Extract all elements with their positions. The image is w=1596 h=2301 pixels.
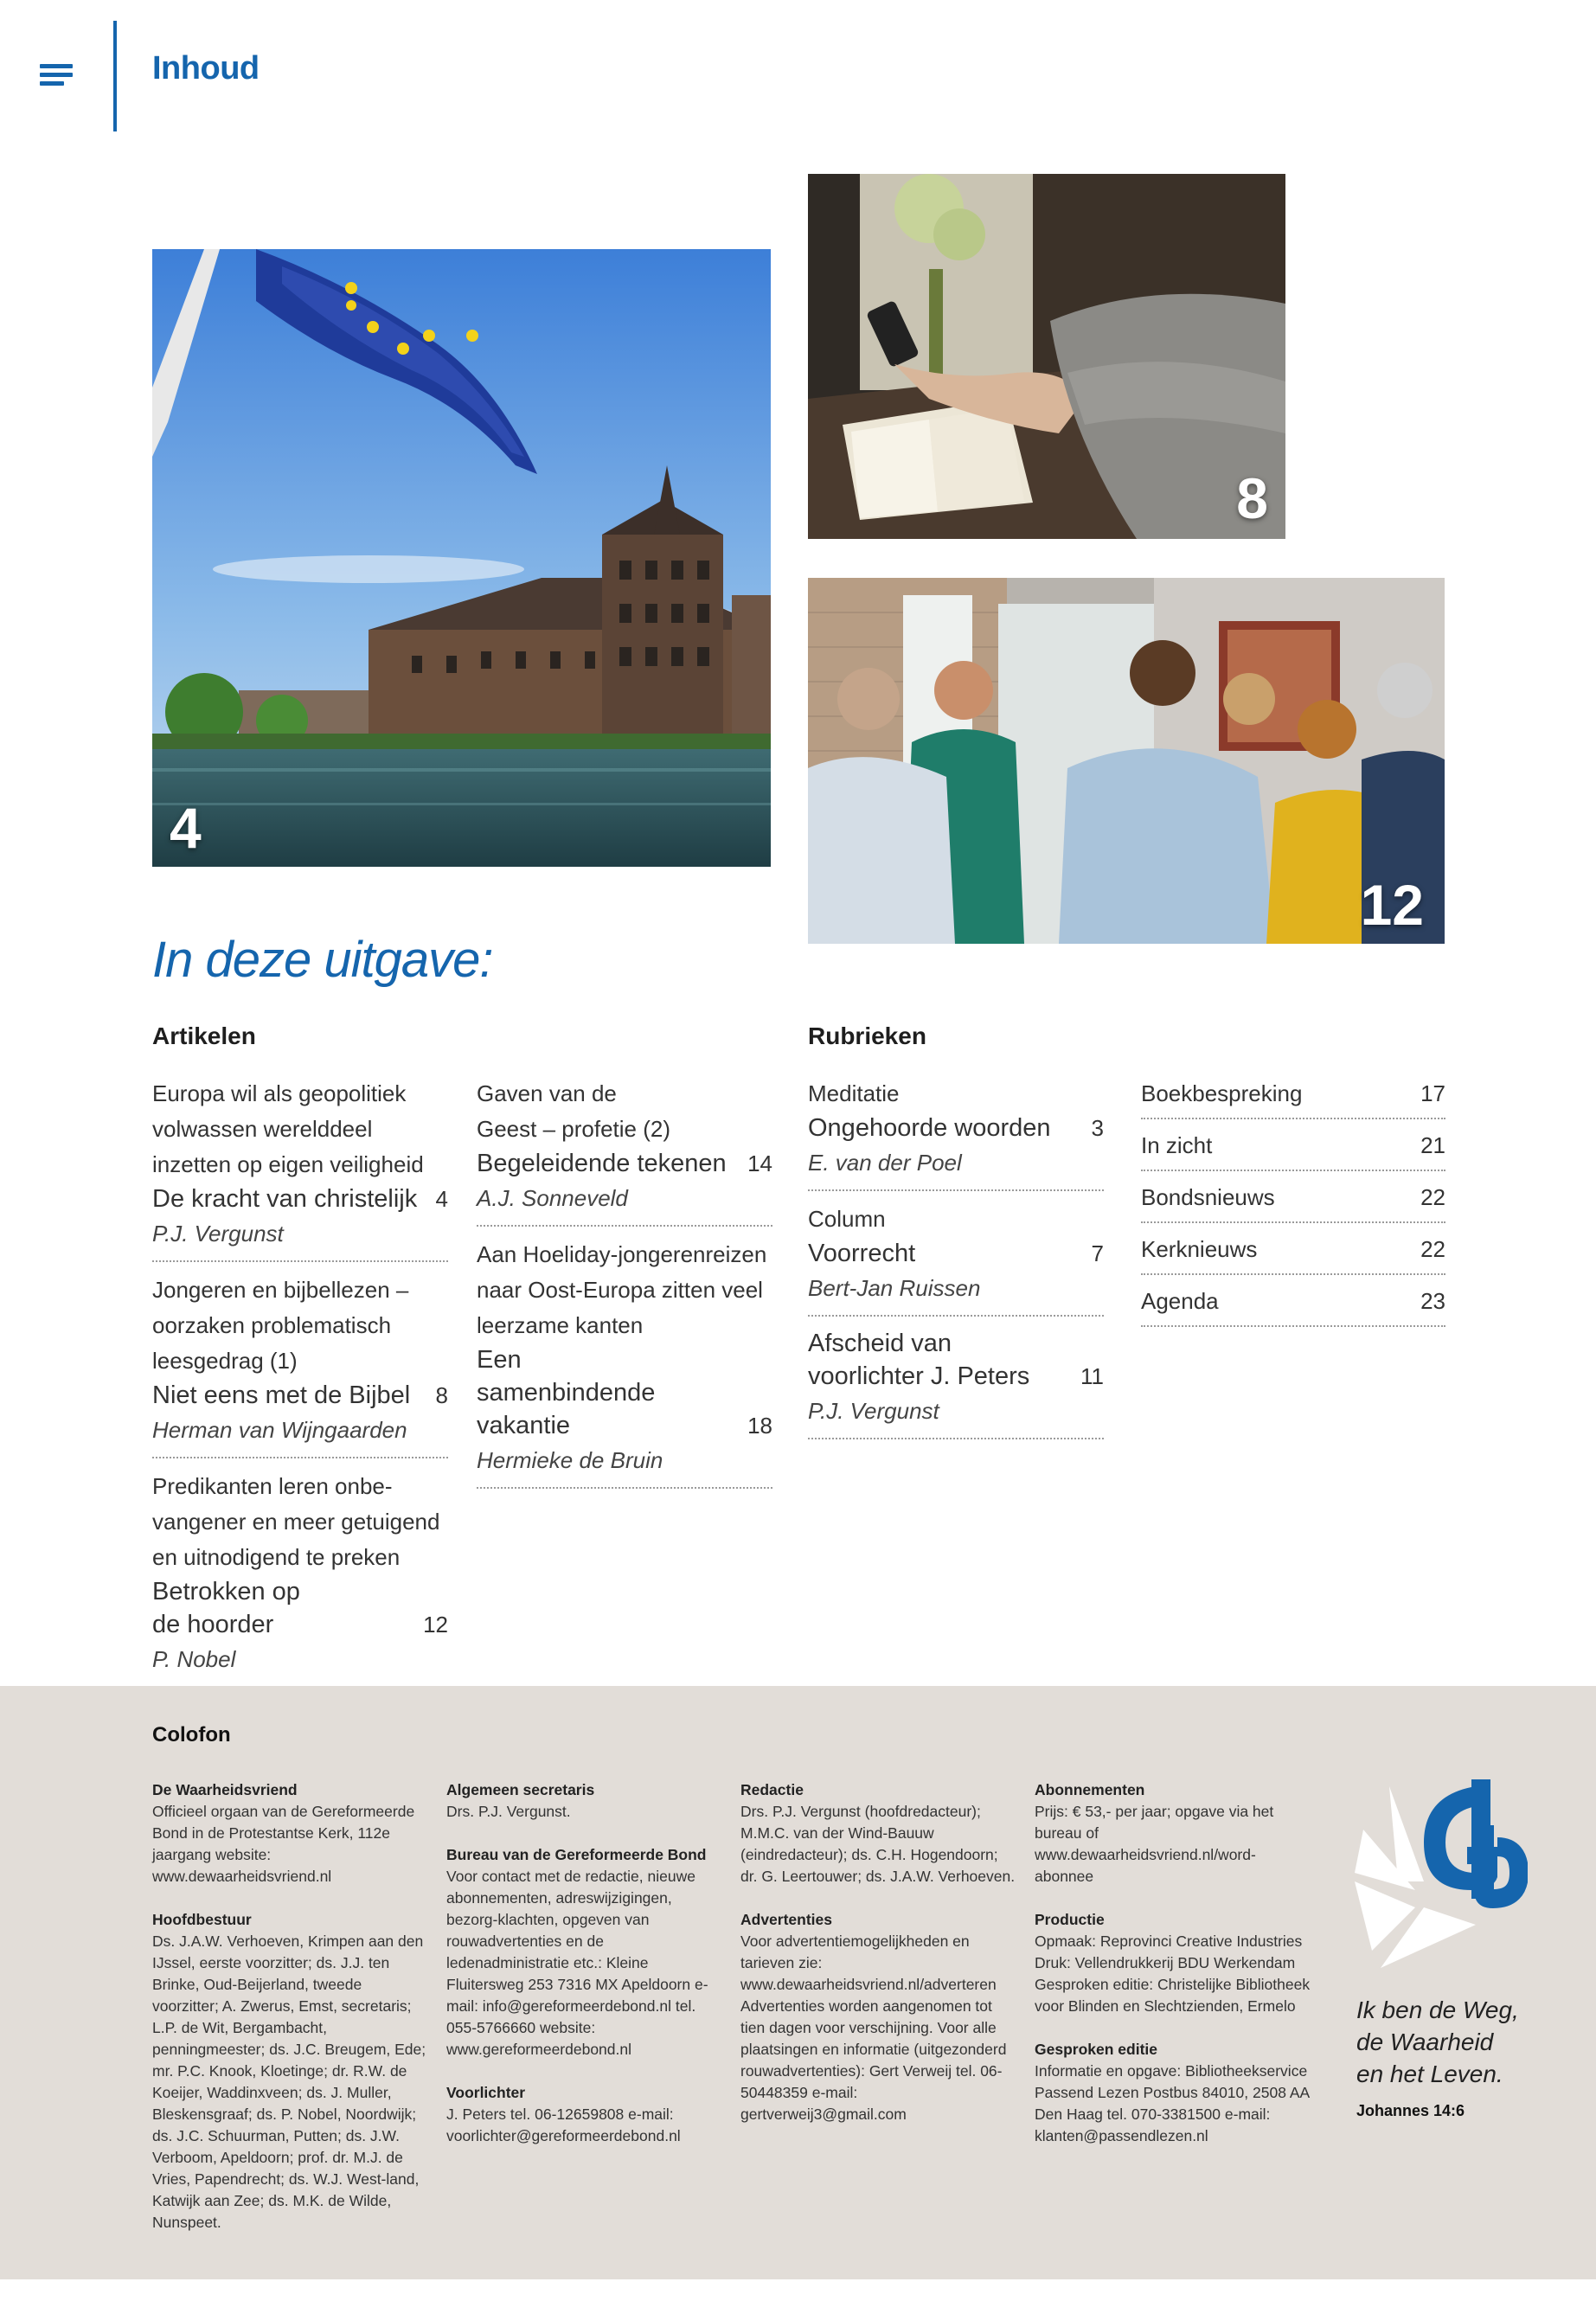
colofon-text: Voor advertentiemogelijkheden en tarieven zie: www.dewaarheidsvriend.nl/adverteren Advertenties worden aangenomen tot tien dagen voor verschijning. Voor alle plaatsingen en informatie (uitgezonderd rouwadvertenties): Gert Verweij tel. 06-50448359 e-mail: gertverweij3@gmail.com xyxy=(740,1932,1007,2123)
photo-bible-phone[interactable] xyxy=(808,174,1285,539)
entry-page: 7 xyxy=(1091,1240,1104,1266)
articles-column-2 xyxy=(477,1076,772,1499)
colofon-heading: Redactie xyxy=(740,1781,804,1798)
rubric-page: 23 xyxy=(1420,1288,1445,1314)
colofon-heading: Gesproken editie xyxy=(1035,2041,1157,2058)
entry-kicker: Jongeren en bijbellezen – oorzaken problematisch leesgedrag (1) xyxy=(152,1277,409,1374)
rubric-list-item[interactable] xyxy=(1141,1069,1445,1119)
colofon-text: Voor contact met de redactie, nieuwe abonnementen, adreswijzigingen, bezorg-klachten, opgeven van rouwadvertenties en de ledenadministratie etc.: Kleine Fluitersweg 253 7316 MX Apeldoorn e-mail: info@gereformeerdebond.nl tel. 055-5766660 website: www.gereformeerdebond.nl xyxy=(446,1868,708,2058)
entry-title: Begeleidende tekenen xyxy=(477,1150,727,1177)
colofon-column-3 xyxy=(740,1779,1017,2125)
toc-entry[interactable] xyxy=(808,1076,1104,1191)
toc-entry[interactable] xyxy=(152,1076,448,1262)
colofon-text: Opmaak: Reprovinci Creative Industries Druk: Vellendrukkerij BDU Werkendam Gesproken editie: Christelijke Bibliotheek voor Blinden en Slechtzienden, Ermelo xyxy=(1035,1932,1311,2015)
colofon-heading: Productie xyxy=(1035,1911,1105,1928)
motto-reference: Johannes 14:6 xyxy=(1356,2102,1465,2119)
colofon-heading: Advertenties xyxy=(740,1911,833,1928)
rubric-page: 22 xyxy=(1420,1236,1445,1262)
entry-author: Bert-Jan Ruissen xyxy=(808,1275,981,1301)
colofon-text: Ds. J.A.W. Verhoeven, Krimpen aan den IJssel, eerste voorzitter; ds. J.J. ten Brinke, Oud-Beijerland, tweede voorzitter; A. Zwerus, Emst, secretaris; L.P. de Wit, Bergambacht, penningmeester; ds. J.C. Breugem, Ede; mr. P.C. Knook, Kloetinge; dr. R.W. de Koeijer, Waddinxveen; ds. J. Muller, Bleskensgraaf; ds. P. Nobel, Noordwijk; ds. J.C. Schuurman, Putten; ds. J.W. Verboom, Apeldoorn; prof. dr. M.J. de Vries, Papendrecht; ds. W.J. West-land, Katwijk aan Zee; ds. M.K. de Wilde, Nunspeet. xyxy=(152,1932,426,2231)
page-number-12: 12 xyxy=(1360,873,1424,937)
entry-kicker: Aan Hoeliday-jongerenreizen naar Oost-Europa zitten veel leerzame kanten xyxy=(477,1241,767,1338)
entry-title: Ongehoorde woorden xyxy=(808,1114,1051,1142)
entry-title: Afscheid van voorlichter J. Peters xyxy=(808,1330,1030,1390)
entry-title: De kracht van christelijk xyxy=(152,1185,418,1213)
rubrics-column-2 xyxy=(1141,1069,1445,1329)
rubric-list-item[interactable] xyxy=(1141,1121,1445,1171)
colofon-text: J. Peters tel. 06-12659808 e-mail: voorlichter@gereformeerdebond.nl xyxy=(446,2106,681,2144)
rubrics-column-1 xyxy=(808,1076,1104,1450)
articles-column-1 xyxy=(152,1076,448,1698)
toc-entry[interactable] xyxy=(477,1237,772,1489)
rubric-list-item[interactable] xyxy=(1141,1173,1445,1223)
colofon-heading: Bureau van de Gereformeerde Bond xyxy=(446,1846,707,1863)
entry-author: A.J. Sonneveld xyxy=(477,1185,628,1211)
entry-kicker: Meditatie xyxy=(808,1080,900,1106)
photo-meeting-group[interactable] xyxy=(808,578,1445,944)
rubric-label: Agenda xyxy=(1141,1288,1219,1314)
colofon-column-2 xyxy=(446,1779,723,2147)
colofon-text: Drs. P.J. Vergunst (hoofdredacteur); M.M.C. van der Wind-Bauuw (eindredacteur); ds. C.H. Hogendoorn; dr. G. Leertouwer; ds. J.A.W. Verhoeven. xyxy=(740,1803,1016,1885)
rubric-label: Kerknieuws xyxy=(1141,1236,1258,1262)
colofon-heading: Voorlichter xyxy=(446,2084,526,2101)
toc-entry[interactable] xyxy=(152,1469,448,1688)
entry-page: 4 xyxy=(435,1186,448,1212)
toc-entry[interactable] xyxy=(477,1076,772,1227)
entry-author: E. van der Poel xyxy=(808,1150,962,1176)
colofon-title: Colofon xyxy=(152,1723,231,1747)
header-divider xyxy=(113,21,117,131)
entry-title: Betrokken op de hoorder xyxy=(152,1578,300,1638)
colofon-heading: Hoofdbestuur xyxy=(152,1911,252,1928)
gb-logo xyxy=(1355,1778,1528,1968)
entry-title: Voorrecht xyxy=(808,1240,916,1267)
page-title: Inhoud xyxy=(152,50,260,87)
colofon-heading: De Waarheidsvriend xyxy=(152,1781,298,1798)
page-number-4: 4 xyxy=(170,796,202,860)
colofon-column-4 xyxy=(1035,1779,1311,2147)
entry-author: Hermieke de Bruin xyxy=(477,1447,663,1473)
toc-entry[interactable] xyxy=(152,1272,448,1458)
entry-author: P.J. Vergunst xyxy=(808,1398,939,1424)
colofon-heading: Algemeen secretaris xyxy=(446,1781,595,1798)
page-number-8: 8 xyxy=(1236,466,1268,530)
colofon-text: Informatie en opgave: Bibliotheekservice Passend Lezen Postbus 84010, 2508 AA Den Haag tel. 070-3381500 e-mail: klanten@passendlezen.nl xyxy=(1035,2062,1310,2144)
entry-page: 14 xyxy=(747,1150,772,1176)
entry-page: 3 xyxy=(1091,1115,1104,1141)
colofon-text: Drs. P.J. Vergunst. xyxy=(446,1803,571,1820)
rubric-page: 17 xyxy=(1420,1080,1445,1106)
rubric-page: 21 xyxy=(1420,1132,1445,1158)
colofon-column-1 xyxy=(152,1779,429,2234)
rubric-label: Boekbespreking xyxy=(1141,1080,1303,1106)
photo-eu-flag-binnenhof[interactable] xyxy=(152,249,771,867)
entry-title: Niet eens met de Bijbel xyxy=(152,1381,411,1409)
rubrics-heading: Rubrieken xyxy=(808,1022,926,1049)
entry-kicker: Gaven van de Geest – profetie (2) xyxy=(477,1080,670,1142)
entry-title: Een samenbindende vakantie xyxy=(477,1346,656,1439)
menu-icon[interactable] xyxy=(40,64,73,88)
rubric-list-item[interactable] xyxy=(1141,1225,1445,1275)
entry-kicker: Column xyxy=(808,1206,886,1232)
colofon-text: Officieel orgaan van de Gereformeerde Bond in de Protestantse Kerk, 112e jaargang website: www.dewaarheidsvriend.nl xyxy=(152,1803,415,1885)
motto-quote: Ik ben de Weg, de Waarheid en het Leven. xyxy=(1356,1997,1519,2087)
colofon-heading: Abonnementen xyxy=(1035,1781,1145,1798)
entry-kicker: Europa wil als geopolitiek volwassen werelddeel inzetten op eigen veiligheid xyxy=(152,1080,424,1177)
rubric-label: Bondsnieuws xyxy=(1141,1184,1275,1210)
entry-author: P.J. Vergunst xyxy=(152,1221,284,1247)
entry-kicker: Predikanten leren onbe-vangener en meer getuigend en uitnodigend te preken xyxy=(152,1473,440,1570)
entry-page: 12 xyxy=(423,1612,448,1638)
rubric-list-item[interactable] xyxy=(1141,1277,1445,1327)
toc-entry[interactable] xyxy=(808,1202,1104,1317)
rubric-label: In zicht xyxy=(1141,1132,1213,1158)
colofon-text: Prijs: € 53,- per jaar; opgave via het bureau of www.dewaarheidsvriend.nl/word-abonnee xyxy=(1035,1803,1274,1885)
rubric-page: 22 xyxy=(1420,1184,1445,1210)
entry-author: Herman van Wijngaarden xyxy=(152,1417,407,1443)
entry-page: 8 xyxy=(435,1382,448,1408)
entry-page: 18 xyxy=(747,1413,772,1439)
issue-heading: In deze uitgave: xyxy=(152,932,493,988)
entry-page: 11 xyxy=(1080,1363,1104,1389)
articles-heading: Artikelen xyxy=(152,1022,256,1049)
toc-entry[interactable] xyxy=(808,1327,1104,1439)
entry-author: P. Nobel xyxy=(152,1646,236,1672)
